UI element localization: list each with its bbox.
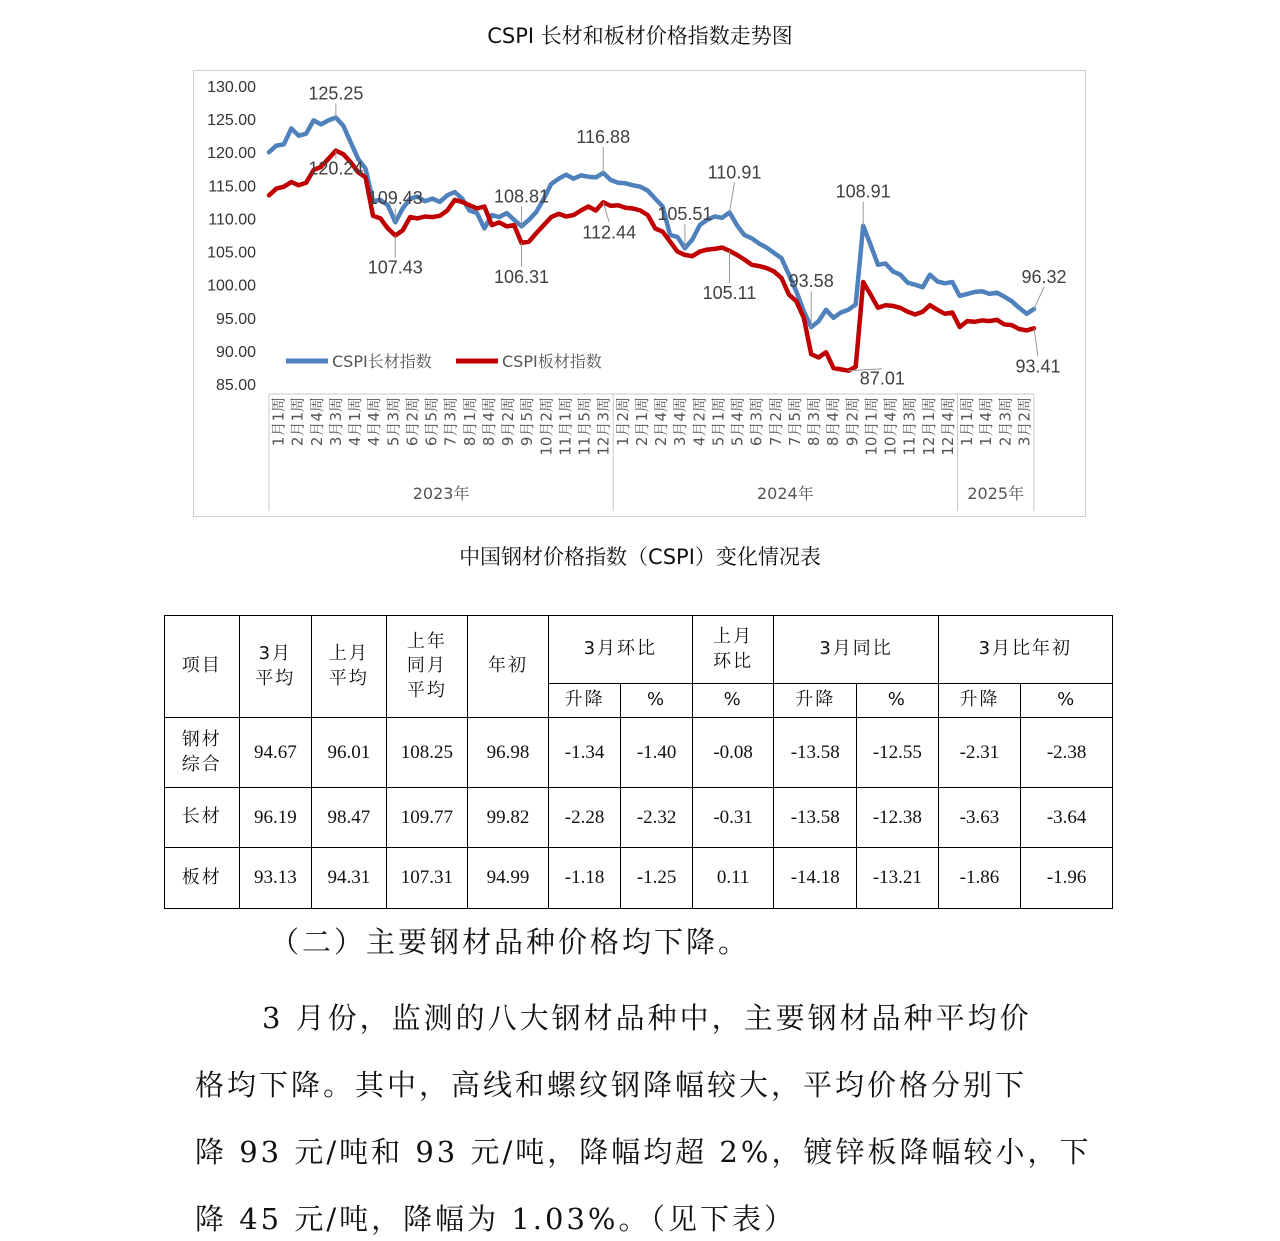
cell: -2.28 — [548, 788, 621, 848]
x-tick-label: 9月2周 — [499, 397, 518, 447]
header-start-pct: % — [1021, 684, 1113, 718]
table-title: 中国钢材价格指数（CSPI）变化情况表 — [459, 545, 821, 569]
x-tick-label: 11月1周 — [556, 397, 575, 456]
header-mom: 3月环比 — [548, 616, 692, 684]
y-tick-label: 120.00 — [207, 145, 256, 163]
cell: -0.08 — [692, 718, 774, 788]
header-last-month-avg: 上月 平均 — [312, 616, 387, 718]
x-tick-label: 8月3周 — [805, 397, 824, 447]
x-tick-label: 9月5周 — [518, 397, 537, 447]
y-tick-label: 115.00 — [208, 178, 256, 196]
header-yoy-pct: % — [857, 684, 939, 718]
paragraph-line: 3 月份，监测的八大钢材品种中，主要钢材品种平均价 — [262, 1001, 1032, 1035]
data-label: 120.24 — [308, 158, 364, 179]
paragraph-line: 降 93 元/吨和 93 元/吨，降幅均超 2%，镀锌板降幅较小，下 — [195, 1135, 1092, 1169]
y-tick-label: 110.00 — [208, 211, 256, 229]
y-tick-label: 85.00 — [215, 377, 256, 394]
data-label: 108.91 — [835, 181, 891, 202]
year-label: 2023年 — [412, 484, 470, 503]
row-label: 长材 — [165, 788, 240, 848]
x-tick-label: 11月3周 — [900, 397, 919, 456]
cell: -12.55 — [857, 718, 939, 788]
y-tick-label: 130.00 — [207, 79, 256, 96]
x-tick-label: 7月5周 — [785, 397, 804, 447]
x-tick-label: 2月4周 — [652, 397, 671, 447]
cell: 94.99 — [468, 848, 549, 909]
x-tick-label: 12月1周 — [919, 397, 938, 456]
x-tick-label: 5月1周 — [709, 397, 728, 447]
data-label: 110.91 — [707, 162, 762, 183]
header-vs-start: 3月比年初 — [938, 616, 1112, 684]
cell: 99.82 — [468, 788, 549, 848]
x-tick-label: 2月1周 — [288, 397, 307, 447]
x-tick-label: 12月3周 — [594, 397, 613, 456]
data-label: 116.88 — [576, 126, 631, 147]
x-tick-label: 4月4周 — [365, 397, 384, 447]
x-tick-label: 12月4周 — [938, 397, 957, 456]
y-tick-label: 125.00 — [207, 112, 256, 130]
y-tick-label: 105.00 — [207, 244, 256, 262]
x-tick-label: 8月1周 — [460, 397, 479, 447]
table-row — [165, 848, 1113, 909]
data-label: 105.51 — [657, 204, 713, 225]
header-yoy: 3月同比 — [774, 616, 938, 684]
cell: 93.13 — [239, 848, 312, 909]
chart-title: CSPI 长材和板材价格指数走势图 — [487, 24, 793, 48]
cell: 107.31 — [386, 848, 468, 909]
table-row — [165, 718, 1113, 788]
cell: 96.19 — [239, 788, 312, 848]
data-label: 108.81 — [493, 186, 550, 207]
leader-line — [1034, 328, 1038, 356]
header-mom-change: 升降 — [548, 684, 621, 718]
x-tick-label: 8月4周 — [824, 397, 843, 447]
x-tick-label: 1月1周 — [269, 397, 288, 447]
cell: 109.77 — [386, 788, 468, 848]
cell: 108.25 — [386, 718, 468, 788]
leader-line — [1034, 287, 1044, 309]
header-last-mom-pct: % — [692, 684, 774, 718]
header-last-year-avg: 上年 同月 平均 — [386, 616, 468, 718]
chart-area — [193, 70, 1086, 517]
paragraph-line: 降 45 元/吨，降幅为 1.03%。（见下表） — [195, 1202, 796, 1236]
header-start-change: 升降 — [938, 684, 1021, 718]
header-mom-pct: % — [621, 684, 693, 718]
x-tick-label: 7月2周 — [766, 397, 785, 447]
cell: 0.11 — [692, 848, 774, 909]
data-label: 87.01 — [859, 368, 905, 389]
x-tick-label: 3月4周 — [671, 397, 690, 447]
data-label: 107.43 — [367, 257, 423, 278]
cell: 94.31 — [312, 848, 387, 909]
cell: -1.86 — [938, 848, 1021, 909]
x-tick-label: 11月5周 — [575, 397, 594, 456]
cell: -12.38 — [857, 788, 939, 848]
x-tick-label: 10月4周 — [881, 397, 900, 456]
x-tick-label: 2月4周 — [307, 397, 326, 447]
cell: -2.38 — [1021, 718, 1113, 788]
cell: -2.32 — [621, 788, 693, 848]
x-tick-label: 7月3周 — [441, 397, 460, 447]
x-tick-label: 6月5周 — [422, 397, 441, 447]
cell: -1.34 — [548, 718, 621, 788]
cell: 94.67 — [239, 718, 312, 788]
x-tick-label: 8月4周 — [479, 397, 498, 447]
table-row — [165, 788, 1113, 848]
cell: -3.64 — [1021, 788, 1113, 848]
x-tick-label: 3月3周 — [326, 397, 345, 447]
cell: -1.18 — [548, 848, 621, 909]
x-tick-label: 1月2周 — [613, 397, 632, 447]
cell: -1.25 — [621, 848, 693, 909]
x-tick-label: 2月1周 — [632, 397, 651, 447]
data-label: 105.11 — [702, 282, 757, 303]
data-label: 112.44 — [582, 222, 637, 243]
section-heading: （二）主要钢材品种价格均下降。 — [270, 925, 751, 959]
cell: 98.47 — [312, 788, 387, 848]
cell: -13.58 — [774, 718, 857, 788]
data-label: 109.43 — [367, 188, 423, 209]
x-tick-label: 4月1周 — [346, 397, 365, 447]
cell: 96.98 — [468, 718, 549, 788]
y-tick-label: 100.00 — [207, 277, 256, 295]
legend-entry: CSPI板材指数 — [502, 352, 602, 371]
row-label: 钢材 综合 — [165, 718, 240, 788]
x-tick-label: 10月1周 — [862, 397, 881, 456]
cell: -14.18 — [774, 848, 857, 909]
cell: -13.58 — [774, 788, 857, 848]
y-tick-label: 90.00 — [215, 343, 256, 361]
cell: -1.40 — [621, 718, 693, 788]
y-tick-label: 95.00 — [215, 310, 256, 328]
year-label: 2024年 — [757, 484, 814, 503]
data-label: 93.41 — [1015, 356, 1061, 377]
x-tick-label: 6月3周 — [747, 397, 766, 447]
cell: -3.63 — [938, 788, 1021, 848]
data-label: 125.25 — [308, 83, 364, 104]
x-tick-label: 9月2周 — [843, 397, 862, 447]
x-tick-label: 5月4周 — [728, 397, 747, 447]
cell: -0.31 — [692, 788, 774, 848]
year-label: 2025年 — [967, 484, 1025, 503]
line-chart — [194, 71, 1087, 518]
header-year-start: 年初 — [468, 616, 549, 718]
x-tick-label: 10月2周 — [537, 397, 556, 456]
paragraph-line: 格均下降。其中，高线和螺纹钢降幅较大，平均价格分别下 — [195, 1068, 1028, 1102]
header-item: 项目 — [165, 616, 240, 718]
x-tick-label: 3月2周 — [1015, 397, 1034, 447]
legend-entry: CSPI长材指数 — [332, 352, 432, 371]
leader-line — [729, 182, 734, 212]
header-yoy-change: 升降 — [774, 684, 857, 718]
data-label: 93.58 — [788, 271, 834, 292]
x-tick-label: 1月4周 — [977, 397, 996, 447]
data-label: 106.31 — [493, 266, 550, 287]
x-tick-label: 6月2周 — [403, 397, 422, 447]
row-label: 板材 — [165, 848, 240, 909]
cell: -1.96 — [1021, 848, 1113, 909]
x-tick-label: 2月3周 — [996, 397, 1015, 447]
cell: 96.01 — [312, 718, 387, 788]
x-tick-label: 5月3周 — [384, 397, 403, 447]
data-label: 96.32 — [1021, 267, 1067, 288]
cell: -2.31 — [938, 718, 1021, 788]
cell: -13.21 — [857, 848, 939, 909]
header-last-month-mom: 上月 环比 — [692, 616, 774, 684]
header-march-avg: 3月 平均 — [239, 616, 312, 718]
x-tick-label: 4月2周 — [690, 397, 709, 447]
cspi-change-table — [164, 615, 1113, 909]
x-tick-label: 1月1周 — [958, 397, 977, 447]
